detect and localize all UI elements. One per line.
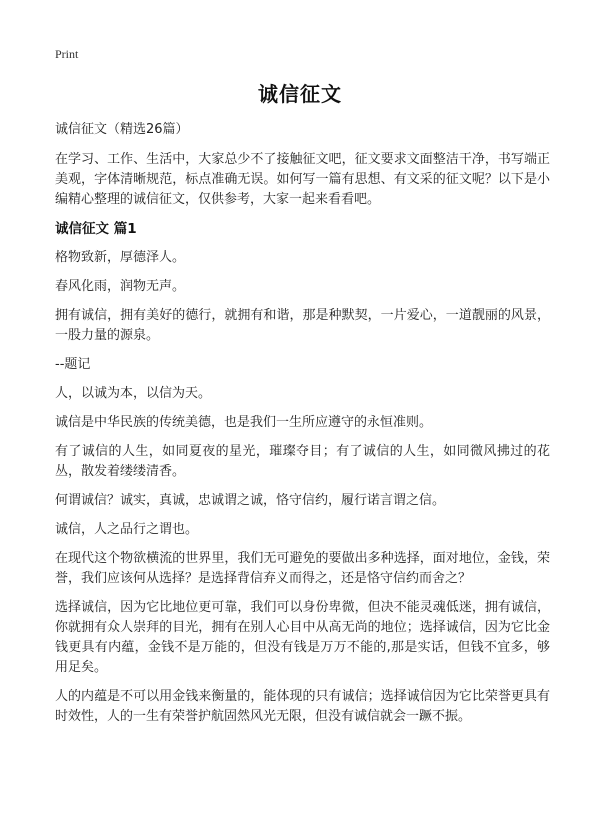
document-subtitle: 诚信征文（精选26篇）: [55, 122, 189, 137]
section-heading: 诚信征文 篇1: [55, 221, 137, 237]
paragraph: 诚信是中华民族的传统美德，也是我们一生所应遵守的永恒准则。: [55, 415, 433, 430]
paragraph: 拥有诚信，拥有美好的德行，就拥有和谐，那是种默契，一片爱心，一道靓丽的风景，一股力量的源泉。: [55, 308, 550, 343]
paragraph: 在现代这个物欲横流的世界里，我们无可避免的要做出多种选择，面对地位，金钱，荣誉，我们应该何从选择？是选择背信弃义而得之，还是恪守信约而舍之？: [55, 551, 550, 586]
intro-paragraph: 在学习、工作、生活中，大家总少不了接触征文吧，征文要求文面整洁干净，书写端正美观，字体清晰规范，标点准确无误。如何写一篇有思想、有文采的征文呢？以下是小编精心整理的诚信征文，仅供参考，大家一起来看看吧。: [55, 152, 550, 207]
paragraph: 诚信，人之品行之谓也。: [55, 522, 199, 537]
paragraph: 格物致新，厚德泽人。: [55, 250, 186, 265]
paragraph: 有了诚信的人生，如同夏夜的星光，璀璨夺目；有了诚信的人生，如同微风拂过的花丛，散发着缕缕清香。: [55, 444, 550, 479]
page-title: 诚信征文: [258, 82, 342, 106]
epigraph-label: --题记: [55, 357, 91, 372]
paragraph: 春风化雨，润物无声。: [55, 279, 186, 294]
print-link[interactable]: Print: [55, 47, 79, 61]
paragraph: 何谓诚信？诚实，真诚，忠诚谓之诚，恪守信约，履行诺言谓之信。: [55, 493, 446, 508]
paragraph: 人，以诚为本，以信为天。: [55, 386, 212, 401]
paragraph: 人的内蕴是不可以用金钱来衡量的，能体现的只有诚信；选择诚信因为它比荣誉更具有时效性，人的一生有荣誉护航固然风光无限，但没有诚信就会一蹶不振。: [55, 689, 550, 724]
document-body: [55, 120, 550, 736]
paragraph: 选择诚信，因为它比地位更可靠，我们可以身份卑微，但决不能灵魂低迷，拥有诚信，你就拥有众人崇拜的目光，拥有在别人心目中从高无尚的地位；选择诚信，因为它比金钱更具有内蕴，金钱不是万能的，但没有钱是万万不能的,那是实话，但钱不宜多，够用足矣。: [55, 600, 550, 675]
